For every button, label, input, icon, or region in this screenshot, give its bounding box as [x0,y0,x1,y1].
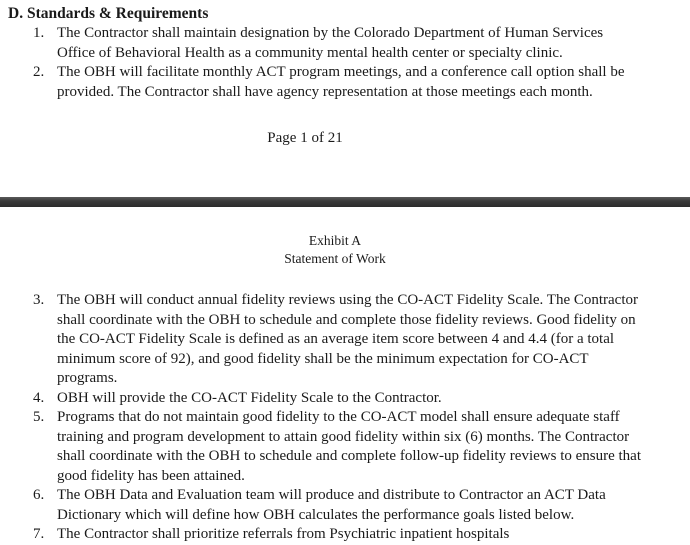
item-line: OBH will provide the CO-ACT Fidelity Scale to the Contractor. [57,389,442,406]
item-number: 6. [33,487,45,503]
item-line: the CO-ACT Fidelity Scale is defined as an average item score between 4 and 4.4 (for a total [57,331,615,347]
item-number: 3. [33,292,45,308]
item-line: programs. [57,370,118,386]
exhibit-subtitle: Statement of Work [284,250,386,266]
item-line: provided. The Contractor shall have agency representation at those meetings each month. [57,83,593,100]
item-line: Dictionary which will define how OBH calculates the performance goals listed below. [57,506,575,523]
item-line: The OBH will facilitate monthly ACT program meetings, and a conference call option shall be [57,64,625,80]
section-heading: D. Standards & Requirements [8,5,209,22]
requirements-list-bottom [0,291,690,545]
item-line: The Contractor shall prioritize referrals from Psychiatric inpatient hospitals [57,526,510,542]
item-number: 2. [33,64,45,80]
list-item [0,291,690,389]
requirements-list-top [0,24,690,102]
list-item [0,486,690,525]
item-line: The Contractor shall maintain designation by the Colorado Department of Human Services [57,25,604,41]
list-item [0,389,690,409]
item-line: shall coordinate with the OBH to schedule and complete follow-up fidelity reviews to ensure that [57,448,642,464]
item-line: shall coordinate with the OBH to schedule and complete those fidelity reviews. Good fidelity on [57,311,636,328]
exhibit-title: Exhibit A [308,233,362,248]
item-line: good fidelity has been attained. [57,467,245,484]
document-page-top [0,0,690,197]
page-number: Page 1 of 21 [267,130,343,146]
item-number: 4. [33,389,45,406]
page-break-divider [0,197,690,207]
list-item [0,408,690,486]
exhibit-header [0,232,670,267]
item-number: 7. [33,526,45,542]
item-line: training and program development to attain good fidelity within six (6) months. The Contractor [57,428,630,445]
list-item [0,24,690,63]
item-line: The OBH Data and Evaluation team will produce and distribute to Contractor an ACT Data [57,487,606,503]
list-item [0,525,690,545]
item-line: Programs that do not maintain good fidelity to the CO-ACT model shall ensure adequate staff [57,409,620,425]
list-item [0,63,690,102]
item-number: 5. [33,409,45,425]
item-number: 1. [33,25,45,41]
item-line: The OBH will conduct annual fidelity reviews using the CO-ACT Fidelity Scale. The Contractor [57,292,639,308]
item-line: minimum score of 92), and good fidelity shall be the minimum expectation for CO-ACT [57,350,589,367]
item-line: Office of Behavioral Health as a community mental health center or specialty clinic. [57,44,563,61]
document-page-bottom [0,207,690,542]
